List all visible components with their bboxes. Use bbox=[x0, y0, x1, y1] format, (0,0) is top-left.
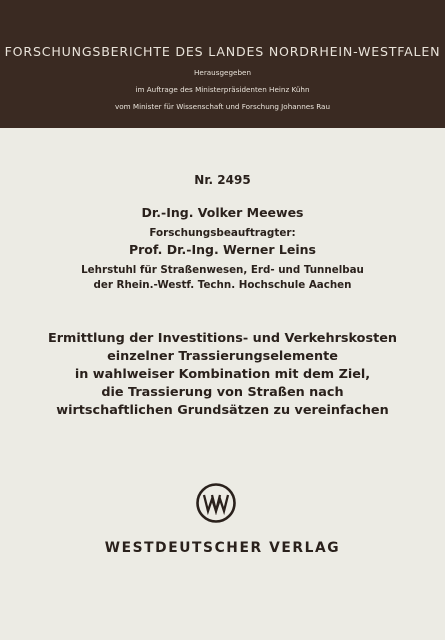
title-line-1: Ermittlung der Investitions- und Verkehrskosten bbox=[47, 331, 398, 346]
commission-line: im Auftrage des Ministerpräsidenten Heinz Kühn bbox=[135, 85, 310, 94]
title-line-4: die Trassierung von Straßen nach bbox=[101, 385, 344, 400]
title-line-3: in wahlweiser Kombination mit dem Ziel, bbox=[74, 367, 371, 382]
institute-line-1: Lehrstuhl für Straßenwesen, Erd- und Tunnelbau bbox=[81, 264, 364, 276]
publisher-ww-logo-icon bbox=[195, 482, 237, 524]
publisher-name: WESTDEUTSCHER VERLAG bbox=[104, 540, 341, 556]
research-lead: Prof. Dr.-Ing. Werner Leins bbox=[128, 242, 316, 257]
title-line-5: wirtschaftlichen Grundsätzen zu vereinfachen bbox=[56, 403, 389, 418]
minister-line: vom Minister für Wissenschaft und Forschung Johannes Rau bbox=[114, 102, 331, 111]
title-line-2: einzelner Trassierungselemente bbox=[107, 349, 338, 364]
research-label: Forschungsbeauftragter: bbox=[149, 227, 296, 239]
series-title: FORSCHUNGSBERICHTE DES LANDES NORDRHEIN-WESTFALEN bbox=[4, 44, 441, 59]
editor-label: Herausgegeben bbox=[194, 68, 251, 77]
institute-line-2: der Rhein.-Westf. Techn. Hochschule Aachen bbox=[93, 279, 352, 291]
series-header bbox=[0, 0, 445, 128]
report-number: Nr. 2495 bbox=[194, 173, 251, 187]
author: Dr.-Ing. Volker Meewes bbox=[141, 205, 304, 220]
